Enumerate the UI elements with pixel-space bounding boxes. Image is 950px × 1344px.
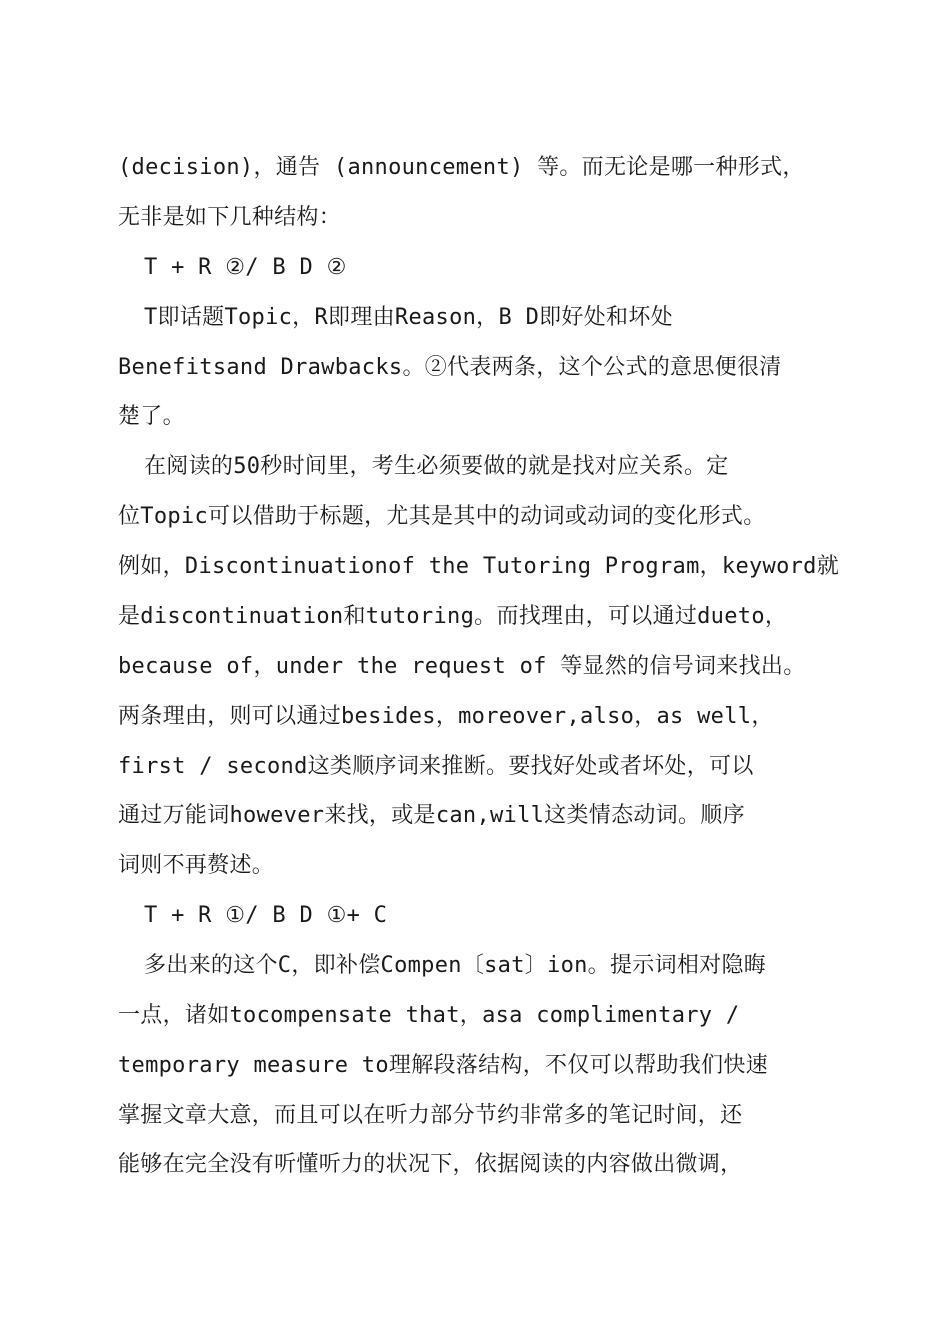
text-line: Benefitsand Drawbacks。②代表两条，这个公式的意思便很清 (118, 355, 782, 380)
text-line: 楚了。 (118, 404, 185, 429)
formula-line: T + R ①/ B D ①+ C (144, 903, 388, 928)
text-line: 在阅读的50秒时间里，考生必须要做的就是找对应关系。定 (144, 454, 729, 479)
text-line: 词则不再赘述。 (118, 853, 275, 878)
text-line: 是discontinuation和tutoring。而找理由，可以通过dueto， (118, 604, 788, 629)
text-line: 多出来的这个C，即补偿Compen〔sat〕ion。提示词相对隐晦 (144, 953, 767, 978)
text-line: 例如，Discontinuationof the Tutoring Program，keyword就 (118, 554, 840, 579)
text-line: 能够在完全没有听懂听力的状况下，依据阅读的内容做出微调， (118, 1152, 743, 1177)
text-line: temporary measure to理解段落结构，不仅可以帮助我们快速 (118, 1053, 769, 1078)
text-line: 两条理由，则可以通过besides，moreover,also，as well， (118, 704, 774, 729)
text-line: T即话题Topic，R即理由Reason，B D即好处和坏处 (144, 305, 673, 330)
text-line: 无非是如下几种结构： (118, 205, 342, 230)
text-line: 一点，诸如tocompensate that，asa complimentary / (118, 1003, 740, 1028)
text-line: 通过万能词however来找，或是can,will这类情态动词。顺序 (118, 803, 745, 828)
text-line: 位Topic可以借助于标题，尤其是其中的动词或动词的变化形式。 (118, 504, 766, 529)
text-line: 掌握文章大意，而且可以在听力部分节约非常多的笔记时间，还 (118, 1103, 743, 1128)
formula-line: T + R ②/ B D ② (144, 255, 347, 280)
text-line: first / second这类顺序词来推断。要找好处或者坏处，可以 (118, 754, 754, 779)
text-line: (decision)，通告 (announcement) 等。而无论是哪一种形式， (118, 155, 805, 180)
text-line: because of，under the request of 等显然的信号词来找出。 (118, 654, 806, 679)
